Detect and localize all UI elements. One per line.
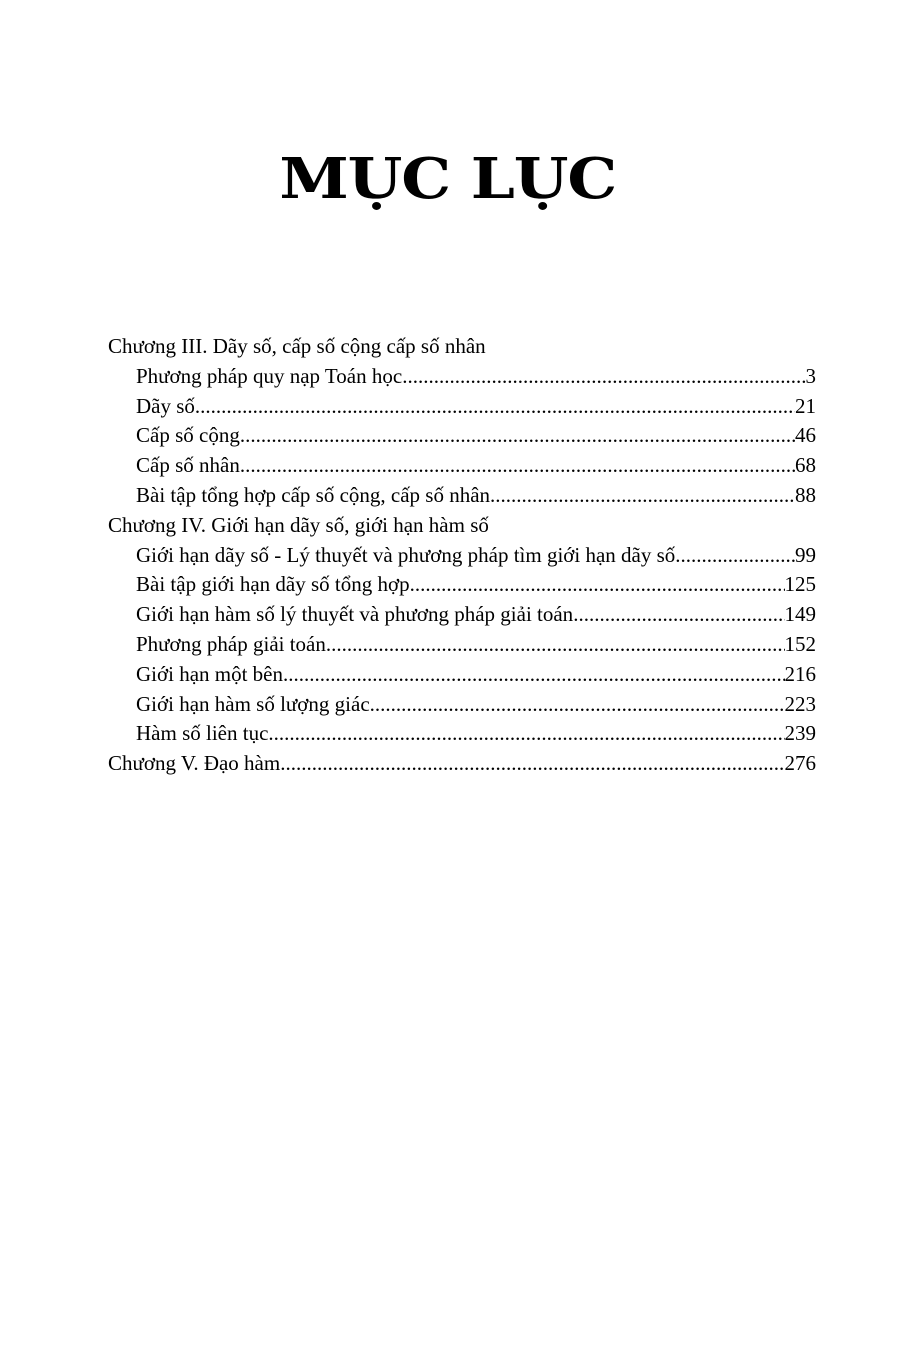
toc-leader-dots <box>195 392 795 422</box>
toc-entry-page: 276 <box>784 751 816 776</box>
toc-entry[interactable] <box>108 392 816 422</box>
toc-entry-label: Giới hạn hàm số lý thuyết và phương pháp giải toán <box>136 602 574 627</box>
toc-entry-page: 223 <box>784 691 816 716</box>
toc-leader-dots <box>326 630 785 660</box>
toc-entry-label: Cấp số cộng <box>136 423 240 448</box>
toc-leader-dots <box>675 541 795 571</box>
toc-entry-page: 239 <box>784 721 816 746</box>
toc-entry-label: Dãy số <box>136 393 195 418</box>
toc-entry[interactable] <box>108 719 816 749</box>
toc-entry[interactable] <box>108 421 816 451</box>
toc-entry[interactable] <box>108 600 816 630</box>
toc-entry-page: 152 <box>784 631 816 656</box>
toc-entry[interactable] <box>108 570 816 600</box>
toc-entry-label: Bài tập tổng hợp cấp số cộng, cấp số nhân <box>136 482 491 507</box>
toc-entry-label: Phương pháp quy nạp Toán học <box>136 363 403 388</box>
toc-chapter-label: Chương III. Dãy số, cấp số cộng cấp số nhân <box>108 334 486 358</box>
toc-chapter-5-entry[interactable] <box>108 749 816 779</box>
toc-entry-page: 149 <box>784 602 816 627</box>
toc-entry-label: Giới hạn hàm số lượng giác <box>136 691 370 716</box>
toc-entry[interactable] <box>108 690 816 720</box>
toc-leader-dots <box>573 600 784 630</box>
toc-entry-page: 125 <box>784 572 816 597</box>
toc-entry-page: 3 <box>805 363 816 388</box>
toc-leader-dots <box>370 690 785 720</box>
toc-entry-label: Hàm số liên tục <box>136 721 269 746</box>
toc-leader-dots <box>240 451 795 481</box>
toc-leader-dots <box>490 481 795 511</box>
toc-entry-label: Phương pháp giải toán <box>136 631 326 656</box>
toc-chapter-3-heading <box>108 332 816 362</box>
toc-leader-dots <box>240 421 795 451</box>
toc-entry[interactable] <box>108 541 816 571</box>
page-title: MỤC LỤC <box>279 145 617 212</box>
toc-entry[interactable] <box>108 660 816 690</box>
toc-entry-page: 68 <box>795 453 816 478</box>
toc-entry[interactable] <box>108 481 816 511</box>
toc-entry-page: 21 <box>795 393 816 418</box>
toc-entry-page: 46 <box>795 423 816 448</box>
toc-chapter-label: Chương V. Đạo hàm <box>108 751 281 776</box>
toc-entry-label: Cấp số nhân <box>136 453 240 478</box>
toc-entry-page: 216 <box>784 661 816 686</box>
toc-entry[interactable] <box>108 362 816 392</box>
toc-entry[interactable] <box>108 451 816 481</box>
toc-chapter-4-heading <box>108 511 816 541</box>
toc-entry-label: Bài tập giới hạn dãy số tổng hợp <box>136 572 410 597</box>
toc-entry[interactable] <box>108 630 816 660</box>
table-of-contents <box>108 332 816 779</box>
toc-leader-dots <box>402 362 805 392</box>
toc-leader-dots <box>280 749 784 779</box>
toc-leader-dots <box>283 660 785 690</box>
toc-chapter-label: Chương IV. Giới hạn dãy số, giới hạn hàm số <box>108 512 489 537</box>
toc-entry-page: 88 <box>795 482 816 507</box>
toc-entry-label: Giới hạn dãy số - Lý thuyết và phương pháp tìm giới hạn dãy số <box>136 542 676 567</box>
toc-leader-dots <box>268 719 784 749</box>
toc-leader-dots <box>410 570 785 600</box>
toc-entry-page: 99 <box>795 542 816 567</box>
toc-entry-label: Giới hạn một bên <box>136 661 283 686</box>
